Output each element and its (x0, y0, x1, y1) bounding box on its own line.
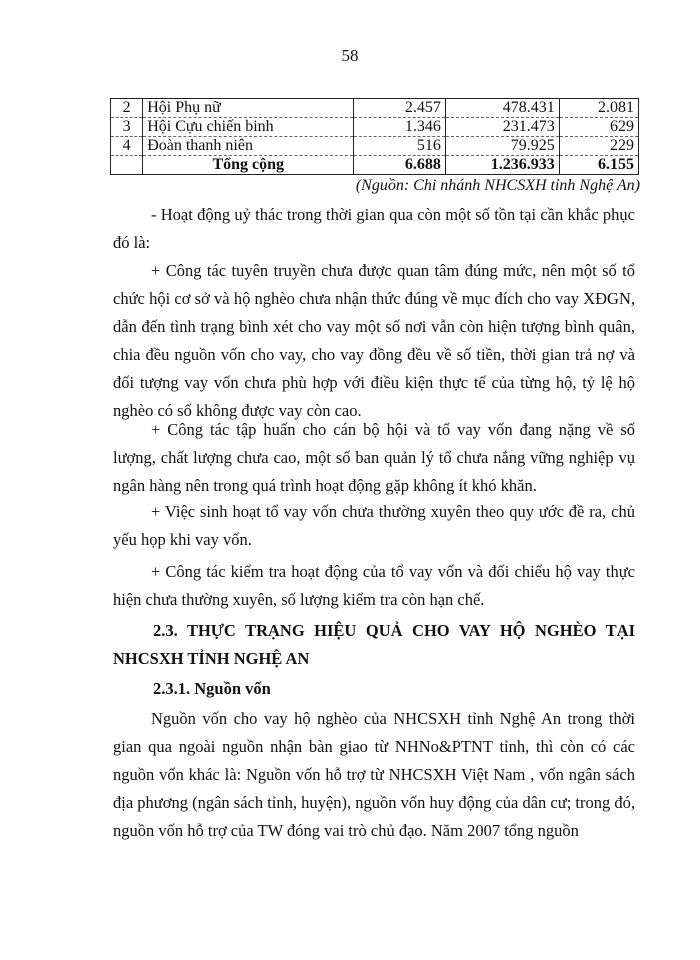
row-name: Hội Phụ nữ (143, 99, 354, 118)
data-table (110, 98, 639, 175)
row-value-a: 2.457 (354, 99, 446, 118)
row-value-c: 229 (559, 137, 638, 156)
row-value-a: 1.346 (354, 118, 446, 137)
paragraph-text: + Công tác kiểm tra hoạt động của tổ vay vốn và đối chiếu hộ vay thực hiện chưa thường xuyên, số lượng kiểm tra còn hạn chế. (113, 562, 635, 609)
total-value-a: 6.688 (354, 156, 446, 175)
row-number: 4 (111, 137, 143, 156)
section-heading (113, 617, 635, 673)
table-source-note: (Nguồn: Chi nhánh NHCSXH tỉnh Nghệ An) (355, 177, 640, 194)
total-number-cell (111, 156, 143, 175)
total-label: Tổng cộng (143, 156, 354, 175)
row-value-c: 629 (559, 118, 638, 137)
row-value-b: 231.473 (445, 118, 559, 137)
paragraph-meetings (113, 498, 635, 554)
row-number: 2 (111, 99, 143, 118)
table-total-row (111, 156, 639, 175)
page-number: 58 (341, 46, 359, 65)
paragraph-inspection (113, 558, 635, 614)
row-value-c: 2.081 (559, 99, 638, 118)
paragraph-text: - Hoạt động uỷ thác trong thời gian qua còn một số tồn tại cần khắc phục đó là: (113, 205, 635, 252)
paragraph-training (113, 416, 635, 500)
row-name: Hội Cựu chiến binh (143, 118, 354, 137)
subsection-heading (113, 675, 635, 703)
total-value-c: 6.155 (559, 156, 638, 175)
paragraph-text: + Công tác tuyên truyền chưa được quan tâm đúng mức, nên một số tổ chức hội cơ sở và hộ nghèo chưa nhận thức đúng về mục đích cho vay XĐGN, dẫn đến tình trạng bình xét cho vay một số nơi vẫn còn hiện tượng bình quân, chia đều nguồn vốn cho vay, cho vay đồng đều về số tiền, thời gian trả nợ và đối tượng vay vốn chưa phù hợp với điều kiện thực tế của từng hộ, tỷ lệ hộ nghèo có số không được vay còn cao. (113, 261, 635, 420)
paragraph-text: + Công tác tập huấn cho cán bộ hội và tổ vay vốn đang nặng về số lượng, chất lượng chưa cao, một số ban quản lý tổ chưa nắng vững nghiệp vụ ngân hàng nên trong quá trình hoạt động gặp không ít khó khăn. (113, 420, 635, 495)
table-row (111, 99, 639, 118)
paragraph-text: + Việc sinh hoạt tổ vay vốn chưa thường xuyên theo quy ước đề ra, chủ yếu họp khi vay vốn. (113, 502, 635, 549)
row-value-a: 516 (354, 137, 446, 156)
paragraph-issues-intro (113, 201, 635, 257)
paragraph-propaganda (113, 257, 635, 425)
heading-text: 2.3. THỰC TRẠNG HIỆU QUẢ CHO VAY HỘ NGHÈO TẠI NHCSXH TỈNH NGHỆ AN (113, 621, 635, 668)
row-number: 3 (111, 118, 143, 137)
paragraph-capital-sources (113, 705, 635, 845)
row-value-b: 79.925 (445, 137, 559, 156)
paragraph-text: Nguồn vốn cho vay hộ nghèo của NHCSXH tỉnh Nghệ An trong thời gian qua ngoài nguồn nhận bàn giao từ NHNo&PTNT tỉnh, thì còn có các nguồn vốn khác là: Nguồn vốn hỗ trợ từ NHCSXH Việt Nam , vốn ngân sách địa phương (ngân sách tỉnh, huyện), nguồn vốn huy động của dân cư; trong đó, nguồn vốn hỗ trợ của TW đóng vai trò chủ đạo. Năm 2007 tổng nguồn (113, 709, 635, 840)
table-row (111, 118, 639, 137)
total-value-b: 1.236.933 (445, 156, 559, 175)
heading-text: 2.3.1. Nguồn vốn (153, 679, 271, 698)
table-row (111, 137, 639, 156)
row-value-b: 478.431 (445, 99, 559, 118)
row-name: Đoàn thanh niên (143, 137, 354, 156)
